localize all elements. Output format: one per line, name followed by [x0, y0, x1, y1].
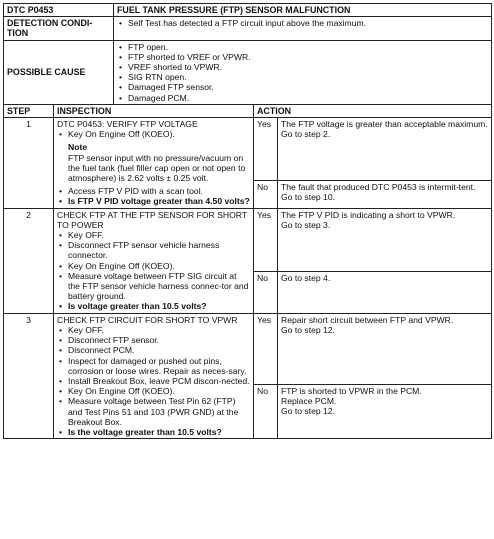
- inspection-item: • Inspect for damaged or pushed out pins, corrosion or loose wires. Repair as neces-sary.: [57, 356, 250, 376]
- diagnostic-page: [3, 3, 491, 439]
- no-action: [278, 384, 492, 438]
- yes-label: Yes: [254, 118, 278, 181]
- action-line: Go to step 4.: [281, 272, 331, 283]
- step-1-inspection: [54, 118, 254, 209]
- note-title: Note: [68, 142, 88, 153]
- no-action: [278, 271, 492, 313]
- detection-text: • Self Test has detected a FTP circuit input above the maximum.: [117, 18, 488, 28]
- yes-action: [278, 313, 492, 384]
- step-1-row-yes: [4, 118, 492, 181]
- yes-action: [278, 118, 492, 181]
- step-title: CHECK FTP CIRCUIT FOR SHORT TO VPWR: [57, 314, 238, 325]
- action-line: Go to step 10.: [281, 192, 335, 203]
- cause-item: • SIG RTN open.: [117, 72, 488, 82]
- action-line: The fault that produced DTC P0453 is intermit-tent.: [281, 182, 476, 193]
- no-label: No: [254, 271, 278, 313]
- no-label: No: [254, 181, 278, 209]
- action-line: Go to step 12.: [281, 324, 335, 335]
- column-header-row: [4, 104, 492, 117]
- inspection-item: • Key OFF.: [57, 230, 250, 240]
- inspection-question: • Is FTP V PID voltage greater than 4.50 volts?: [57, 196, 250, 206]
- col-action: ACTION: [254, 104, 492, 117]
- cause-item: • FTP shorted to VREF or VPWR.: [117, 52, 488, 62]
- step-2-inspection: [54, 208, 254, 313]
- possible-cause-label: POSSIBLE CAUSE: [4, 40, 114, 104]
- note-text: FTP sensor input with no pressure/vacuum on the fuel tank (fuel filler cap open or not open to atmosphere) is 2.62 volts ± 0.25 volt.: [68, 152, 246, 184]
- inspection-item: • Key On Engine Off (KOEO).: [57, 129, 250, 139]
- detection-label-line1: DETECTION CONDI-: [7, 18, 93, 29]
- inspection-item: • Disconnect FTP sensor.: [57, 335, 250, 345]
- title-row: [4, 4, 492, 17]
- note-block: [57, 142, 250, 183]
- step-number: 1: [4, 118, 54, 209]
- step-number: 3: [4, 313, 54, 438]
- inspection-item: • Measure voltage between FTP SIG circuit at the FTP sensor vehicle harness connec-tor and battery ground.: [57, 271, 250, 302]
- inspection-item: • Measure voltage between Test Pin 62 (FTP) and Test Pins 51 and 103 (PWR GND) at the Breakout Box.: [57, 396, 250, 427]
- dtc-code: DTC P0453: [4, 4, 114, 17]
- step-title: DTC P0453: VERIFY FTP VOLTAGE: [57, 119, 198, 130]
- col-step: STEP: [4, 104, 54, 117]
- cause-item: • FTP open.: [117, 42, 488, 52]
- possible-cause-list: [114, 40, 492, 104]
- col-inspection: INSPECTION: [54, 104, 254, 117]
- action-line: Go to step 2.: [281, 129, 331, 140]
- action-line: Replace PCM.: [281, 395, 337, 406]
- inspection-item: • Key OFF.: [57, 325, 250, 335]
- dtc-table: [3, 3, 492, 439]
- dtc-title: FUEL TANK PRESSURE (FTP) SENSOR MALFUNCTION: [114, 4, 492, 17]
- action-line: The FTP voltage is greater than acceptable maximum.: [281, 119, 488, 130]
- yes-label: Yes: [254, 208, 278, 271]
- step-3-row-yes: [4, 313, 492, 384]
- step-2-row-yes: [4, 208, 492, 271]
- cause-item: • VREF shorted to VPWR.: [117, 62, 488, 72]
- yes-label: Yes: [254, 313, 278, 384]
- no-action: [278, 181, 492, 209]
- inspection-item: • Disconnect PCM.: [57, 345, 250, 355]
- possible-cause-row: [4, 40, 492, 104]
- inspection-item: • Install Breakout Box, leave PCM discon-nected.: [57, 376, 250, 386]
- action-line: Repair short circuit between FTP and VPWR.: [281, 314, 454, 325]
- action-line: FTP is shorted to VPWR in the PCM.: [281, 385, 422, 396]
- detection-text-cell: [114, 17, 492, 40]
- inspection-item: • Access FTP V PID with a scan tool.: [57, 186, 250, 196]
- step-title: CHECK FTP AT THE FTP SENSOR FOR SHORT TO POWER: [57, 209, 247, 230]
- action-line: The FTP V PID is indicating a short to VPWR.: [281, 209, 456, 220]
- step-number: 2: [4, 208, 54, 313]
- no-label: No: [254, 384, 278, 438]
- detection-label: [4, 17, 114, 40]
- step-3-inspection: [54, 313, 254, 438]
- cause-item: • Damaged PCM.: [117, 93, 488, 103]
- inspection-item: • Disconnect FTP sensor vehicle harness connector.: [57, 240, 250, 260]
- action-line: Go to step 12.: [281, 406, 335, 417]
- detection-label-line2: TION: [7, 28, 29, 39]
- detection-row: [4, 17, 492, 40]
- inspection-question: • Is the voltage greater than 10.5 volts?: [57, 427, 250, 437]
- inspection-item: • Key On Engine Off (KOEO).: [57, 261, 250, 271]
- inspection-question: • Is voltage greater than 10.5 volts?: [57, 301, 250, 311]
- inspection-item: • Key On Engine Off (KOEO).: [57, 386, 250, 396]
- yes-action: [278, 208, 492, 271]
- cause-item: • Damaged FTP sensor.: [117, 82, 488, 92]
- action-line: Go to step 3.: [281, 219, 331, 230]
